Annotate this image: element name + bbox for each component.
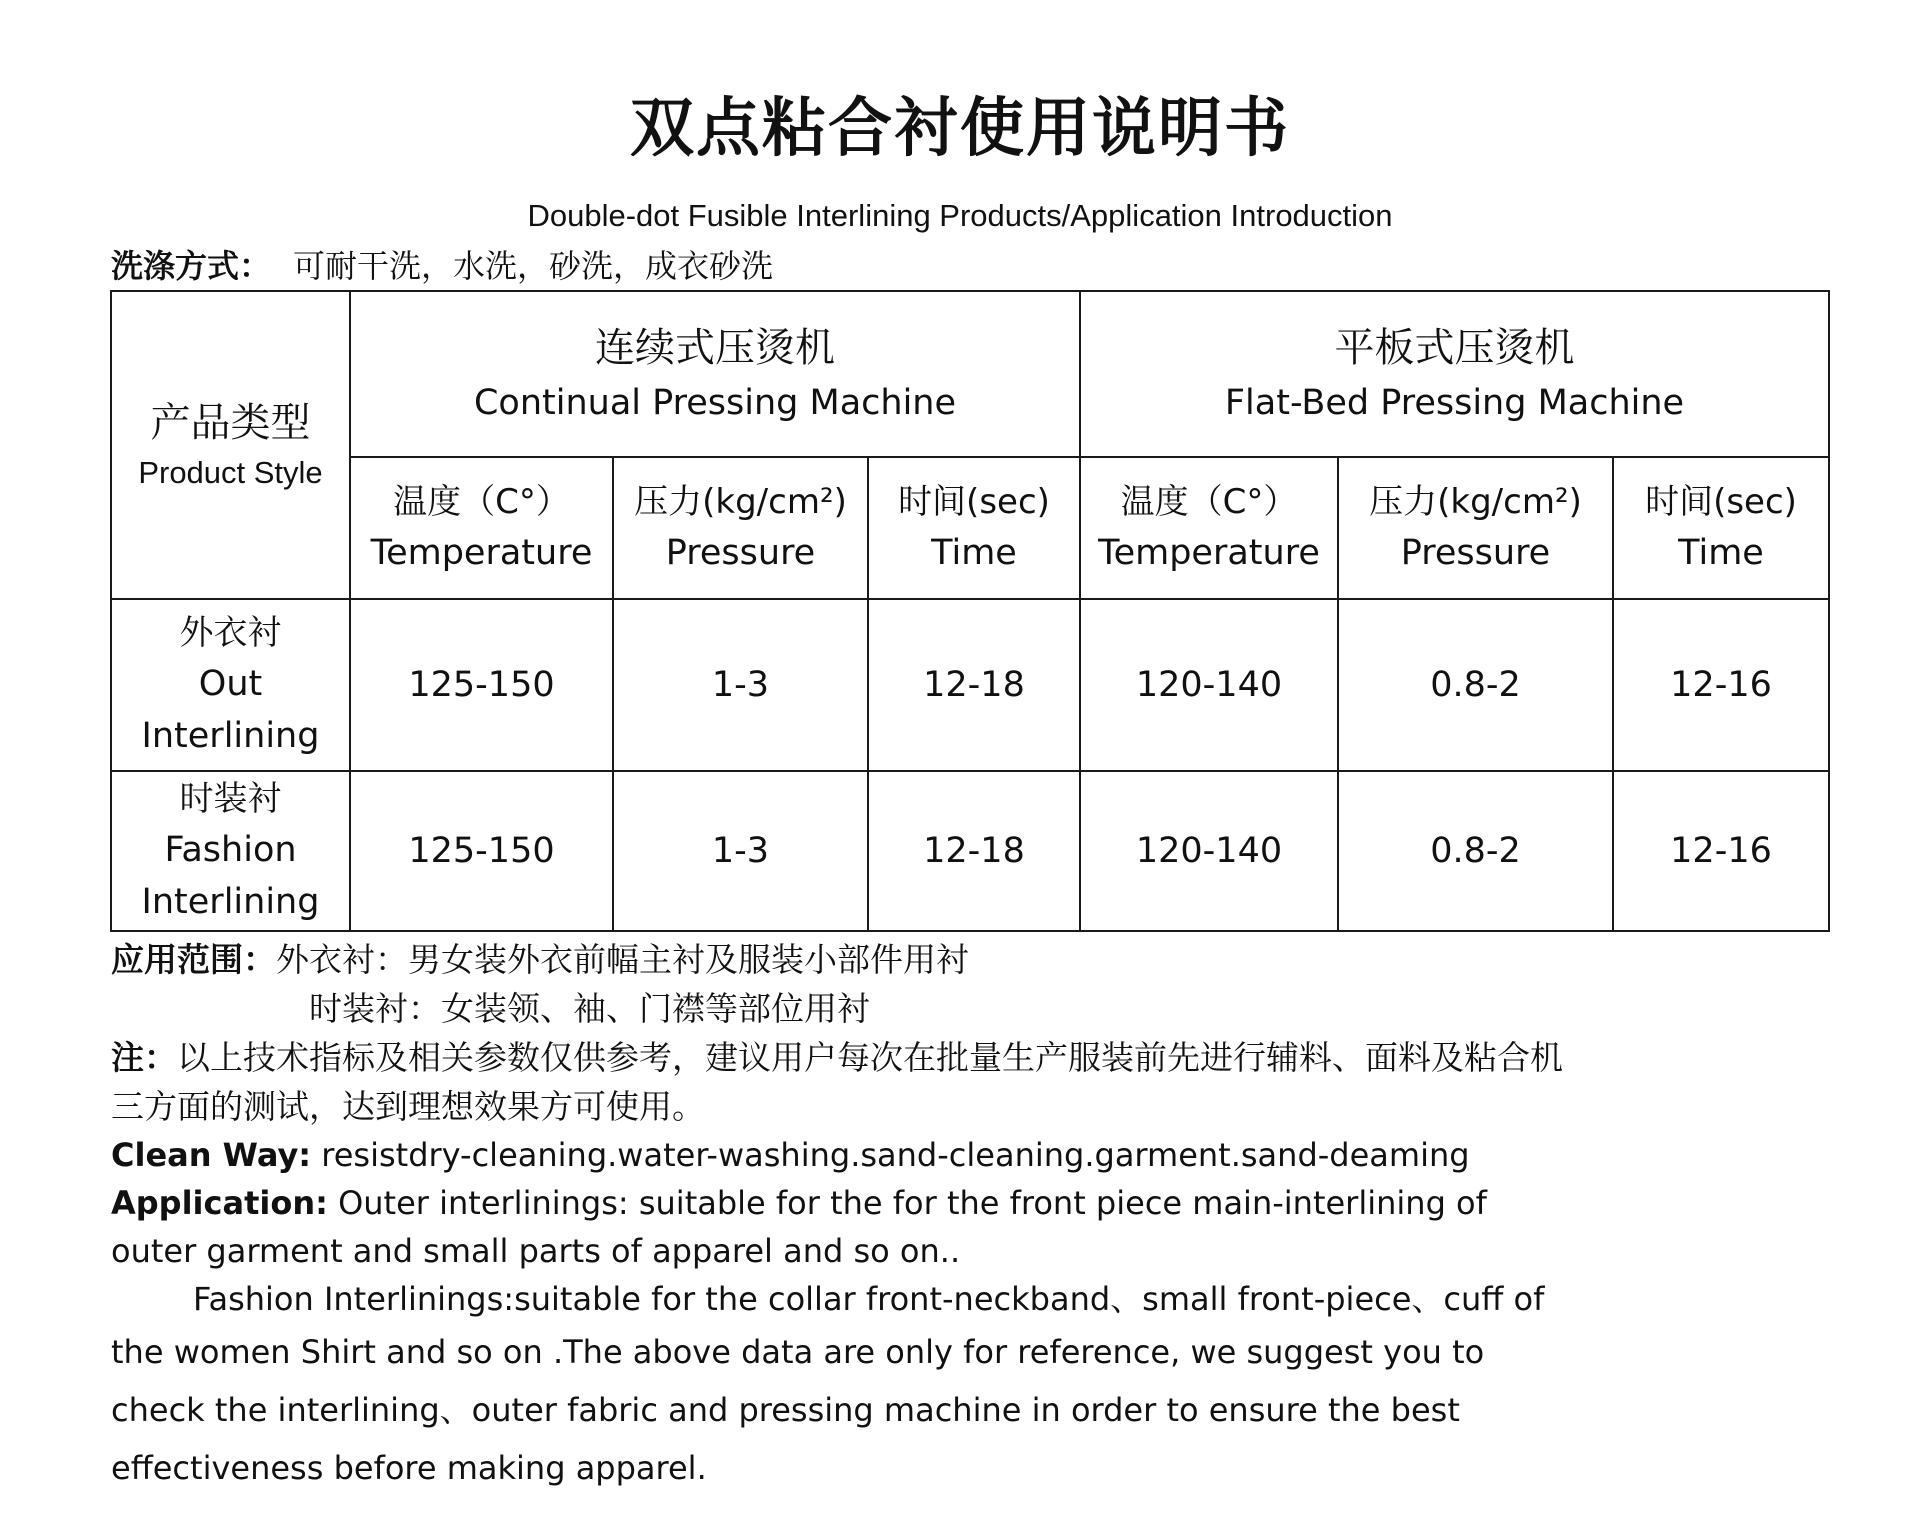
column-header: 压力(kg/cm²) Pressure	[1338, 457, 1613, 599]
notes-section	[111, 935, 1831, 1497]
table-cell: 125-150	[350, 599, 613, 771]
wash-method	[111, 244, 773, 288]
table-cell: 120-140	[1080, 599, 1338, 771]
table-cell: 12-16	[1613, 599, 1829, 771]
table-subheader-row	[111, 457, 1829, 599]
flatbed-machine-header: 平板式压烫机 Flat-Bed Pressing Machine	[1080, 291, 1829, 457]
row-label: 外衣衬 Out Interlining	[111, 599, 350, 771]
table-row	[111, 599, 1829, 771]
note-cn-line2: 三方面的测试，达到理想效果方可使用。	[111, 1087, 705, 1126]
continual-machine-header: 连续式压烫机 Continual Pressing Machine	[350, 291, 1080, 457]
column-header: 温度（C°） Temperature	[1080, 457, 1338, 599]
application-en-line4: the women Shirt and so on .The above data are only for reference, we suggest you to	[111, 1333, 1485, 1371]
table-cell: 0.8-2	[1338, 771, 1613, 931]
table-header-row	[111, 291, 1829, 457]
table-cell: 12-18	[868, 771, 1080, 931]
application-en-line5: check the interlining、outer fabric and pressing machine in order to ensure the best	[111, 1391, 1460, 1429]
table-cell: 120-140	[1080, 771, 1338, 931]
column-header: 时间(sec) Time	[1613, 457, 1829, 599]
clean-way-line: Clean Way: resistdry-cleaning.water-washing.sand-cleaning.garment.sand-deaming	[111, 1136, 1470, 1174]
application-cn-line2: 时装衬：女装领、袖、门襟等部位用衬	[309, 989, 870, 1028]
application-cn-line1: 应用范围：外衣衬：男女装外衣前幅主衬及服装小部件用衬	[111, 940, 969, 979]
wash-method-value: 可耐干洗，水洗，砂洗，成衣砂洗	[293, 247, 774, 285]
table-cell: 12-18	[868, 599, 1080, 771]
table-cell: 0.8-2	[1338, 599, 1613, 771]
row-label: 时装衬 Fashion Interlining	[111, 771, 350, 931]
document-title: 双点粘合衬使用说明书	[630, 92, 1290, 166]
table-cell: 12-16	[1613, 771, 1829, 931]
table-cell: 125-150	[350, 771, 613, 931]
document-subtitle: Double-dot Fusible Interlining Products/Application Introduction	[527, 198, 1393, 233]
pressing-spec-table	[110, 290, 1830, 932]
wash-method-label: 洗涤方式：	[111, 247, 272, 285]
application-en-line1: Application: Outer interlinings: suitable for the for the front piece main-interlining of	[111, 1184, 1487, 1222]
application-en-line3: Fashion Interlinings:suitable for the collar front-neckband、small front-piece、cuff of	[193, 1280, 1545, 1318]
application-en-line2: outer garment and small parts of apparel and so on..	[111, 1232, 961, 1270]
table-row	[111, 771, 1829, 931]
table-cell: 1-3	[613, 771, 868, 931]
application-en-line6: effectiveness before making apparel.	[111, 1449, 707, 1487]
column-header: 时间(sec) Time	[868, 457, 1080, 599]
column-header: 温度（C°） Temperature	[350, 457, 613, 599]
product-style-header: 产品类型 Product Style	[111, 291, 350, 599]
note-cn-line1: 注：以上技术指标及相关参数仅供参考，建议用户每次在批量生产服装前先进行辅料、面料及粘合机	[111, 1038, 1563, 1077]
table-cell: 1-3	[613, 599, 868, 771]
column-header: 压力(kg/cm²) Pressure	[613, 457, 868, 599]
